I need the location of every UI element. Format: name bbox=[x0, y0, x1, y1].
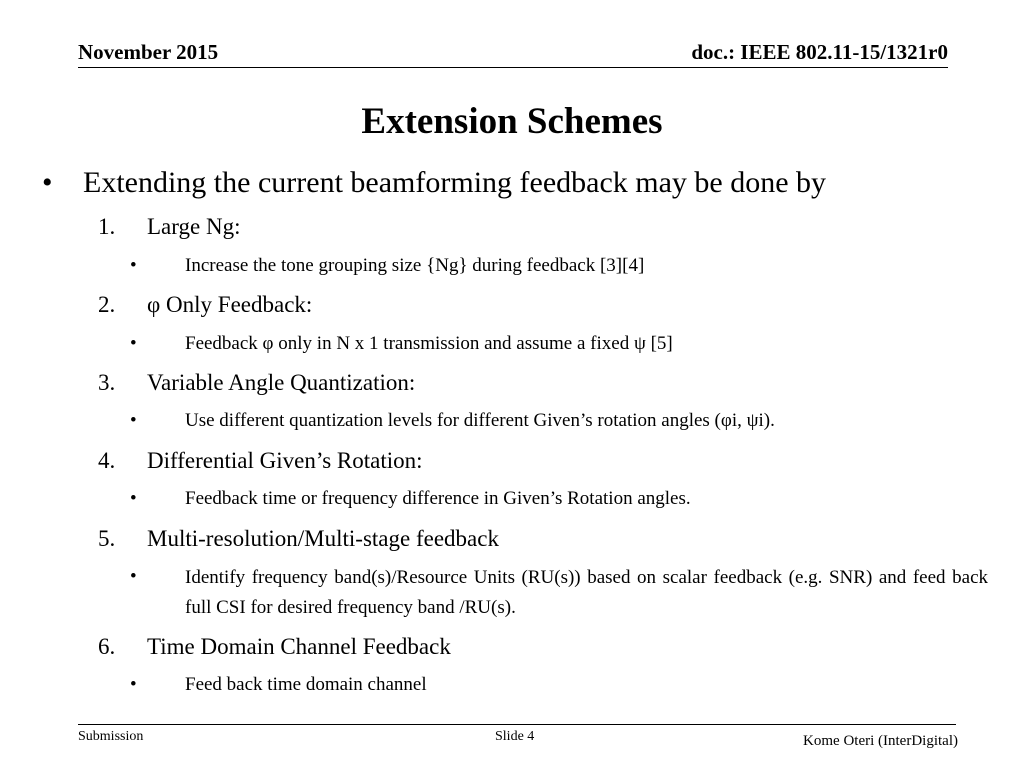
sub-bullet-text: Feed back time domain channel bbox=[185, 674, 427, 695]
list-item-number: 1. bbox=[98, 214, 116, 239]
header-doc-id: doc.: IEEE 802.11-15/1321r0 bbox=[691, 40, 948, 64]
list-item-number: 4. bbox=[98, 448, 116, 473]
main-bullet-text: Extending the current beamforming feedback may be done by bbox=[83, 166, 827, 199]
bullet-dot-icon: • bbox=[130, 255, 137, 276]
header-divider bbox=[78, 67, 948, 68]
footer-submission: Submission bbox=[78, 729, 144, 744]
bullet-dot-icon: • bbox=[130, 333, 137, 354]
sub-bullet-text: Increase the tone grouping size {Ng} during feedback [3][4] bbox=[185, 255, 645, 276]
list-item-label: Time Domain Channel Feedback bbox=[147, 634, 451, 659]
footer-slide-number: Slide 4 bbox=[495, 729, 535, 744]
bullet-dot-icon: • bbox=[42, 166, 53, 199]
list-item-number: 2. bbox=[98, 292, 116, 317]
slide-title: Extension Schemes bbox=[361, 101, 663, 142]
list-item-number: 3. bbox=[98, 370, 116, 395]
bullet-dot-icon: • bbox=[130, 488, 137, 509]
bullet-dot-icon: • bbox=[130, 410, 137, 431]
list-item-label: Variable Angle Quantization: bbox=[147, 370, 416, 395]
list-item-label: φ Only Feedback: bbox=[147, 292, 313, 317]
footer-divider bbox=[78, 724, 956, 725]
sub-bullet-text: Feedback time or frequency difference in Given’s Rotation angles. bbox=[185, 488, 691, 509]
sub-bullet-text: Use different quantization levels for different Given’s rotation angles (φi, ψi). bbox=[185, 410, 775, 431]
bullet-dot-icon: • bbox=[130, 674, 137, 695]
list-item-label: Large Ng: bbox=[147, 214, 241, 239]
sub-bullet-text: Feedback φ only in N x 1 transmission and assume a fixed ψ [5] bbox=[185, 333, 673, 354]
sub-bullet-text: Identify frequency band(s)/Resource Units (RU(s)) based on scalar feedback (e.g. SNR) and feed back full CSI for desired frequency band /RU(s). bbox=[185, 567, 988, 618]
footer-author: Kome Oteri (InterDigital) bbox=[803, 733, 958, 749]
bullet-dot-icon: • bbox=[130, 566, 137, 587]
list-item-number: 5. bbox=[98, 526, 116, 551]
header-date: November 2015 bbox=[78, 40, 219, 64]
list-item-label: Multi-resolution/Multi-stage feedback bbox=[147, 526, 499, 551]
list-item-number: 6. bbox=[98, 634, 116, 659]
list-item-label: Differential Given’s Rotation: bbox=[147, 448, 423, 473]
